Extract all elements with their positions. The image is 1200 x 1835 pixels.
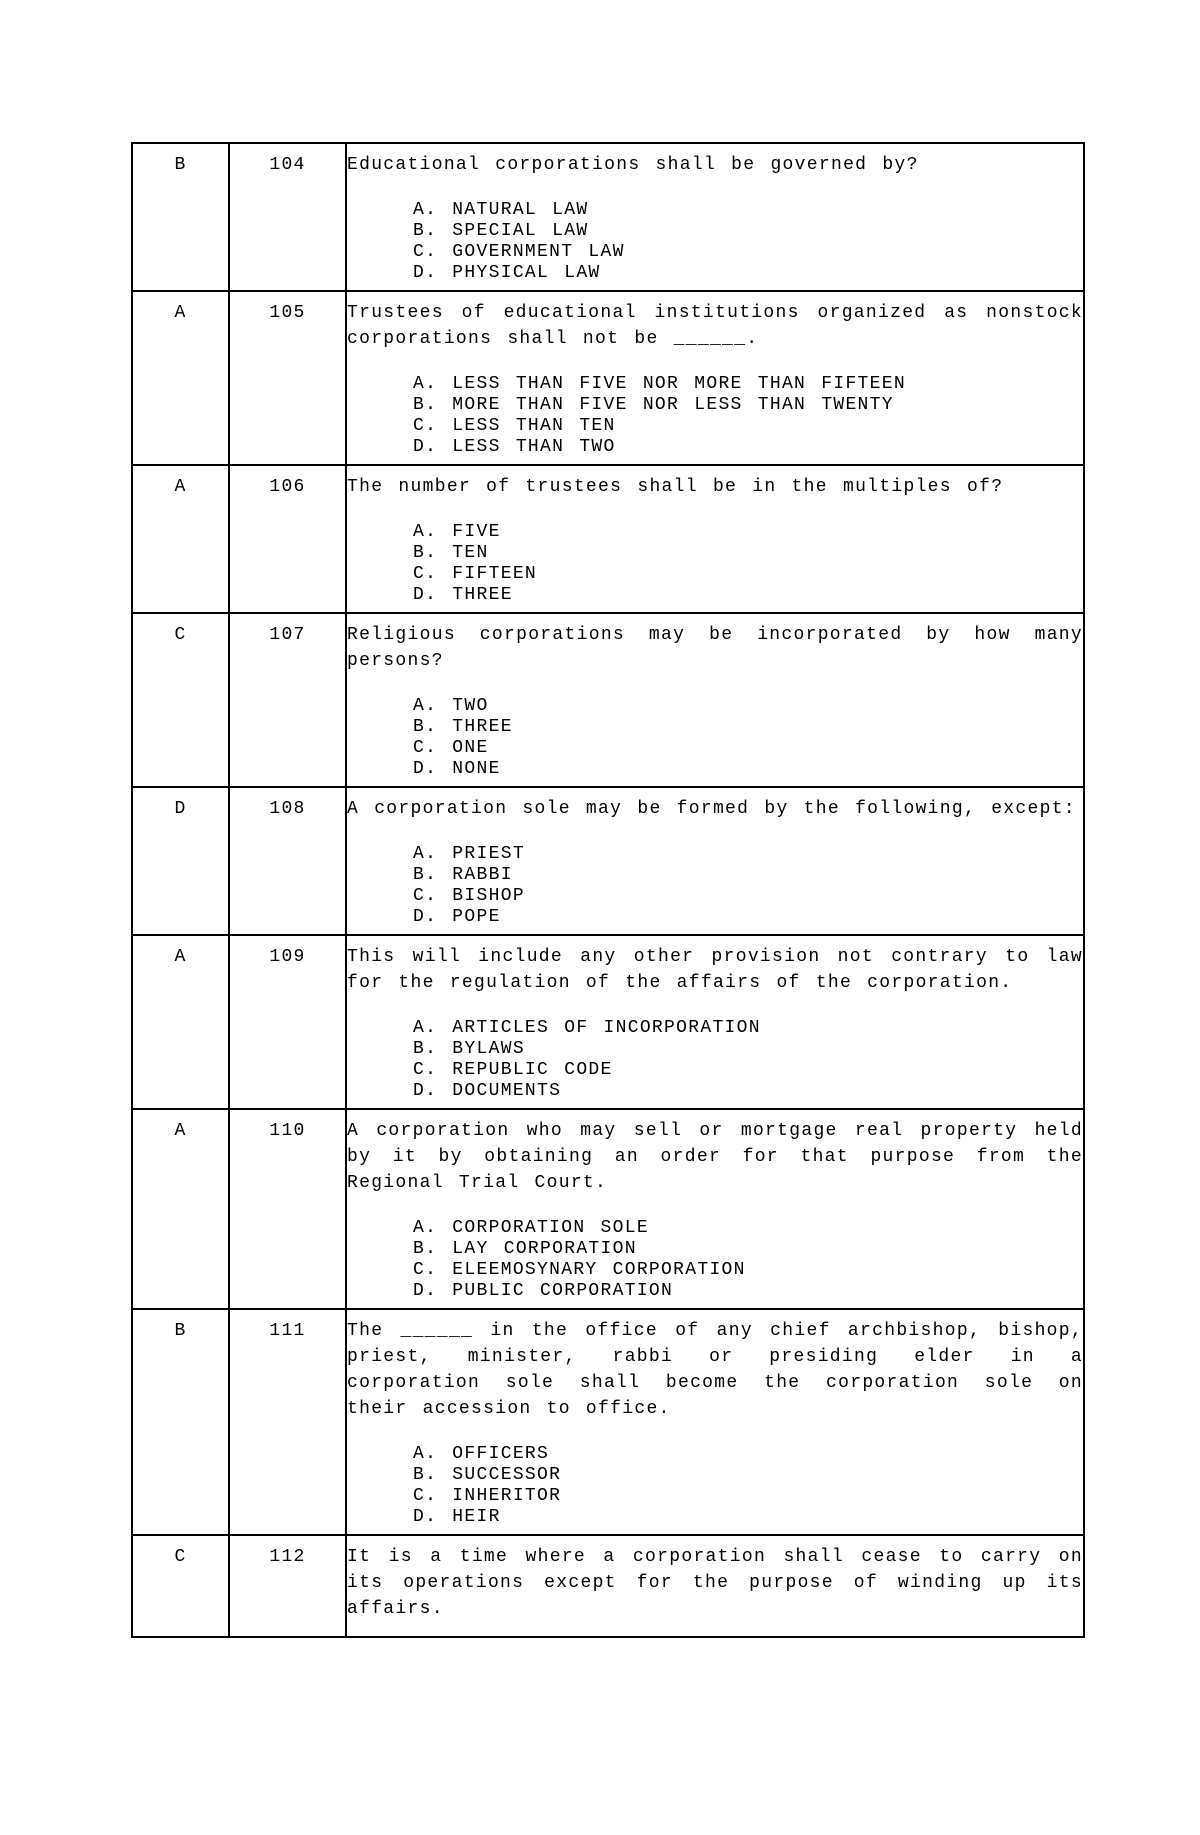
answer-cell	[132, 465, 229, 613]
choice-item: A. TWO	[413, 696, 489, 716]
choice-item: A. CORPORATION SOLE	[413, 1218, 649, 1238]
question-text: Trustees of educational institutions organized as nonstock corporations shall not be ______.	[347, 303, 1083, 349]
number-cell	[229, 143, 346, 291]
question-number: 109	[269, 947, 306, 967]
answer-cell	[132, 613, 229, 787]
answer-letter: C	[174, 1547, 187, 1567]
question-number: 112	[269, 1547, 306, 1567]
number-cell	[229, 1109, 346, 1309]
choice-item: C. ONE	[413, 738, 489, 758]
choice-item: C. ELEEMOSYNARY CORPORATION	[413, 1260, 746, 1280]
question-text: This will include any other provision not contrary to law for the regulation of the affairs of the corporation.	[347, 947, 1083, 993]
number-cell	[229, 613, 346, 787]
choices-list	[413, 1444, 1083, 1528]
question-number: 107	[269, 625, 306, 645]
answer-cell	[132, 1109, 229, 1309]
choices-list	[413, 1218, 1083, 1302]
table-row	[132, 465, 1084, 613]
choice-item: B. SPECIAL LAW	[413, 221, 589, 241]
table-row	[132, 787, 1084, 935]
answer-cell	[132, 143, 229, 291]
answer-cell	[132, 291, 229, 465]
question-number: 108	[269, 799, 306, 819]
choice-item: D. HEIR	[413, 1507, 501, 1527]
question-text: It is a time where a corporation shall cease to carry on its operations except for the purpose of winding up its affairs.	[347, 1547, 1083, 1619]
answer-key-table	[131, 142, 1085, 1638]
answer-letter: A	[174, 947, 187, 967]
question-number: 104	[269, 155, 306, 175]
answer-letter: A	[174, 477, 187, 497]
choices-list	[413, 200, 1083, 284]
answer-letter: D	[174, 799, 187, 819]
question-cell	[346, 291, 1084, 465]
question-cell	[346, 787, 1084, 935]
table-row	[132, 613, 1084, 787]
number-cell	[229, 465, 346, 613]
choices-list	[413, 522, 1083, 606]
table-row	[132, 1535, 1084, 1637]
answer-cell	[132, 787, 229, 935]
choices-list	[413, 374, 1083, 458]
question-number: 110	[269, 1121, 306, 1141]
choices-list	[413, 696, 1083, 780]
question-text: The ______ in the office of any chief archbishop, bishop, priest, minister, rabbi or presiding elder in a corporation sole shall become the corporation sole on their accession to office.	[347, 1321, 1083, 1419]
question-cell	[346, 1309, 1084, 1535]
choice-item: D. NONE	[413, 759, 501, 779]
choice-item: B. BYLAWS	[413, 1039, 525, 1059]
question-cell	[346, 1535, 1084, 1637]
choices-list	[413, 844, 1083, 928]
question-cell	[346, 1109, 1084, 1309]
choice-item: B. LAY CORPORATION	[413, 1239, 637, 1259]
question-text: Religious corporations may be incorporated by how many persons?	[347, 625, 1083, 671]
number-cell	[229, 1309, 346, 1535]
answer-letter: B	[174, 1321, 187, 1341]
choice-item: B. TEN	[413, 543, 489, 563]
choice-item: A. FIVE	[413, 522, 501, 542]
choice-item: B. SUCCESSOR	[413, 1465, 562, 1485]
question-cell	[346, 143, 1084, 291]
number-cell	[229, 1535, 346, 1637]
table-row	[132, 935, 1084, 1109]
choice-item: D. LESS THAN TWO	[413, 437, 616, 457]
choice-item: D. PUBLIC CORPORATION	[413, 1281, 674, 1301]
choice-item: C. FIFTEEN	[413, 564, 538, 584]
table-row	[132, 1309, 1084, 1535]
question-cell	[346, 935, 1084, 1109]
choice-item: C. GOVERNMENT LAW	[413, 242, 625, 262]
question-cell	[346, 465, 1084, 613]
number-cell	[229, 787, 346, 935]
choice-item: D. PHYSICAL LAW	[413, 263, 601, 283]
choice-item: D. THREE	[413, 585, 513, 605]
question-text: A corporation sole may be formed by the following, except:	[347, 799, 1076, 819]
choice-item: D. DOCUMENTS	[413, 1081, 562, 1101]
question-cell	[346, 613, 1084, 787]
choices-list	[413, 1018, 1083, 1102]
answer-letter: B	[174, 155, 187, 175]
choice-item: A. ARTICLES OF INCORPORATION	[413, 1018, 761, 1038]
choice-item: D. POPE	[413, 907, 501, 927]
choice-item: A. LESS THAN FIVE NOR MORE THAN FIFTEEN	[413, 374, 906, 394]
answer-letter: A	[174, 303, 187, 323]
table-body	[132, 143, 1084, 1637]
choice-item: B. THREE	[413, 717, 513, 737]
question-number: 105	[269, 303, 306, 323]
choice-item: A. OFFICERS	[413, 1444, 550, 1464]
choice-item: C. BISHOP	[413, 886, 525, 906]
table-row	[132, 291, 1084, 465]
choice-item: C. INHERITOR	[413, 1486, 562, 1506]
choice-item: A. PRIEST	[413, 844, 525, 864]
answer-letter: A	[174, 1121, 187, 1141]
question-number: 106	[269, 477, 306, 497]
choice-item: A. NATURAL LAW	[413, 200, 589, 220]
question-text: A corporation who may sell or mortgage real property held by it by obtaining an order for that purpose from the Regional Trial Court.	[347, 1121, 1083, 1193]
number-cell	[229, 291, 346, 465]
answer-cell	[132, 1535, 229, 1637]
answer-cell	[132, 935, 229, 1109]
choice-item: B. MORE THAN FIVE NOR LESS THAN TWENTY	[413, 395, 894, 415]
answer-letter: C	[174, 625, 187, 645]
choice-item: C. REPUBLIC CODE	[413, 1060, 613, 1080]
table-row	[132, 143, 1084, 291]
answer-cell	[132, 1309, 229, 1535]
question-text: Educational corporations shall be governed by?	[347, 155, 919, 175]
number-cell	[229, 935, 346, 1109]
question-text: The number of trustees shall be in the multiples of?	[347, 477, 1004, 497]
table-row	[132, 1109, 1084, 1309]
choice-item: B. RABBI	[413, 865, 513, 885]
choice-item: C. LESS THAN TEN	[413, 416, 616, 436]
question-number: 111	[269, 1321, 306, 1341]
